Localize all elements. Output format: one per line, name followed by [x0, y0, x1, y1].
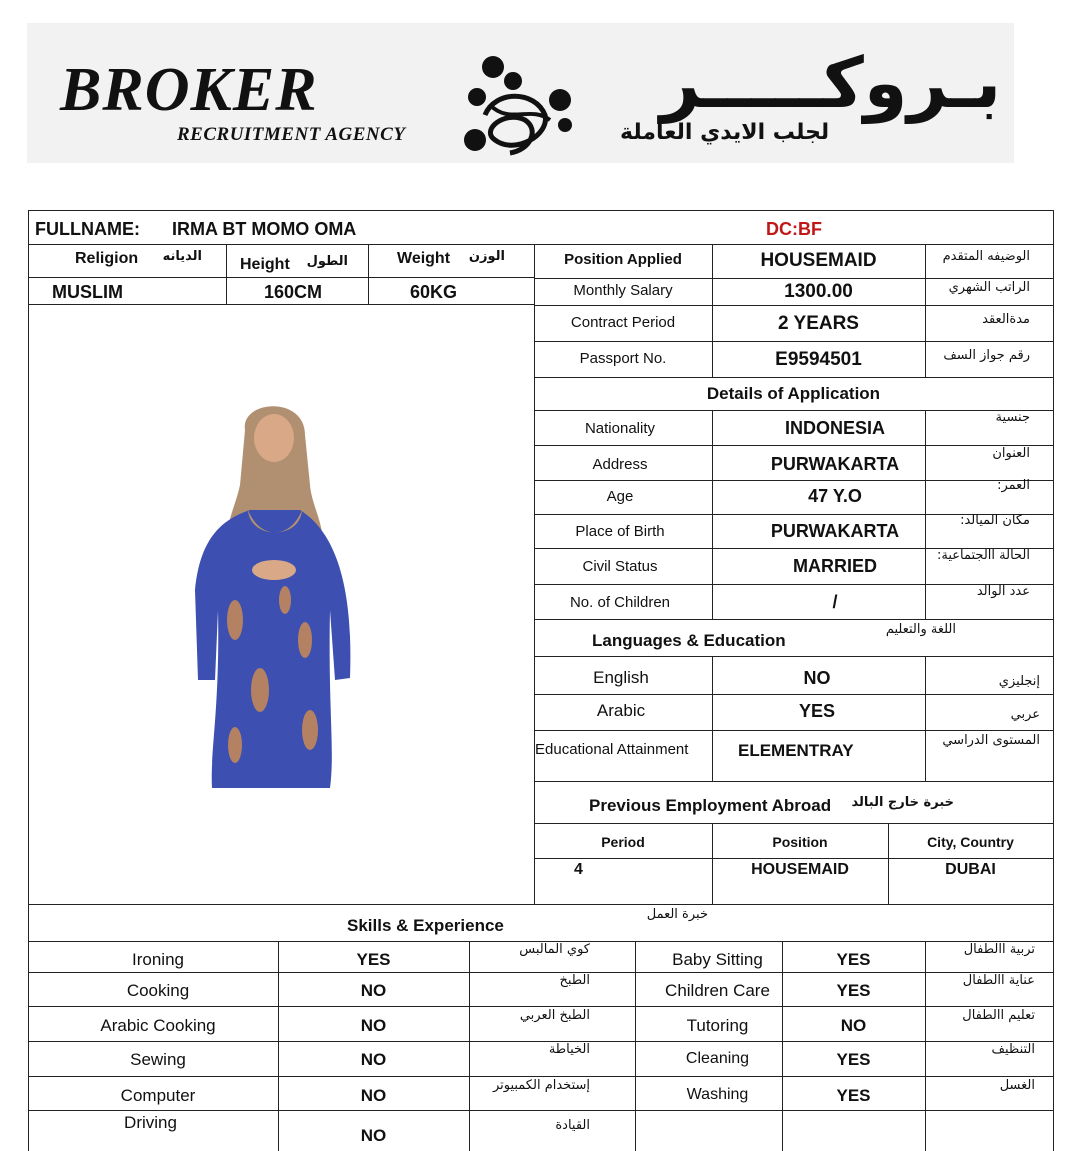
skill-label: Sewing: [130, 1050, 186, 1069]
position-row-value: 2 YEARS: [778, 313, 859, 334]
skill-label-ar: التنظيف: [991, 1042, 1035, 1057]
details-row-label-ar: العنوان: [992, 446, 1030, 461]
fullname-label: FULLNAME:: [35, 219, 140, 239]
skill-label: Ironing: [132, 950, 184, 969]
details-row-value: PURWAKARTA: [770, 521, 900, 541]
language-row-label-ar: المستوى الدراسي: [942, 733, 1040, 748]
skill-label: Arabic Cooking: [100, 1016, 216, 1035]
details-heading: Details of Application: [706, 384, 881, 403]
details-row-label-ar: الحالة االجتماعية:: [937, 548, 1030, 563]
details-row-value: PURWAKARTA: [770, 454, 900, 474]
religion-label: Religion: [75, 250, 139, 267]
details-row-label: Age: [606, 488, 634, 505]
position-row-label-ar: الوضيفه المتقدم: [942, 249, 1030, 264]
employment-heading-ar: خبرة خارج البالد: [851, 795, 954, 810]
details-row-value: MARRIED: [793, 556, 877, 576]
table-rule: [925, 410, 926, 619]
weight-label: Weight: [397, 250, 451, 267]
details-row-label: Address: [592, 456, 648, 473]
table-rule: [28, 304, 534, 305]
skills-heading: Skills & Experience: [347, 916, 504, 935]
height-value: 160CM: [264, 282, 323, 302]
language-row-value: ELEMENTRAY: [738, 741, 854, 760]
position-row-label-ar: مدةالعقد: [982, 312, 1030, 327]
skill-value: YES: [836, 1050, 871, 1069]
table-rule: [28, 210, 29, 1151]
position-row-label: Contract Period: [570, 314, 676, 331]
employment-period: 4: [574, 861, 583, 878]
skill-label-ar: الخياطة: [548, 1042, 590, 1057]
table-rule: [278, 941, 279, 1151]
skill-label: Washing: [686, 1086, 749, 1103]
skill-label: Driving: [124, 1113, 177, 1132]
table-rule: [28, 1076, 1054, 1077]
skill-label-ar: تربية االطفال: [963, 942, 1035, 957]
skill-value: NO: [360, 981, 387, 1000]
dc-code: DC:BF: [766, 219, 822, 239]
language-row-label: English: [593, 668, 649, 687]
language-row-label: Arabic: [596, 701, 646, 720]
skill-value: NO: [360, 1016, 387, 1035]
position-row-label-ar: رقم جواز السف: [943, 348, 1030, 363]
position-row-label: Position Applied: [564, 251, 682, 268]
skill-label: Baby Sitting: [672, 950, 763, 969]
table-rule: [534, 781, 1053, 782]
employment-heading: Previous Employment Abroad: [589, 796, 832, 815]
details-row-label-ar: جنسية: [995, 410, 1030, 425]
table-rule: [1053, 210, 1054, 1151]
skill-value: YES: [836, 1086, 871, 1105]
language-row-label-ar: إنجليزي: [998, 674, 1040, 689]
fullname-value: IRMA BT MOMO OMA: [172, 219, 357, 239]
table-rule: [925, 941, 926, 1151]
table-rule: [534, 341, 1053, 342]
applicant-photo: [190, 390, 355, 790]
table-rule: [534, 823, 1053, 824]
languages-heading-ar: اللغة والتعليم: [885, 622, 956, 637]
brand-name-en: BROKER: [60, 56, 318, 124]
table-rule: [28, 904, 1054, 905]
brand-tagline-ar: لجلب الايدي العاملة: [620, 120, 830, 145]
position-row-value: HOUSEMAID: [760, 250, 877, 271]
table-rule: [28, 1006, 1054, 1007]
table-rule: [28, 244, 1054, 245]
weight-label-ar: الوزن: [468, 249, 505, 264]
agency-logo-icon: [455, 45, 585, 165]
skill-label-ar: إستخدام الكمبيوتر: [492, 1078, 590, 1093]
skill-label: Tutoring: [686, 1016, 749, 1035]
table-rule: [28, 210, 1054, 211]
skill-label: Computer: [120, 1086, 196, 1105]
table-rule: [534, 377, 1053, 378]
table-rule: [534, 305, 1053, 306]
skill-value: YES: [356, 950, 391, 969]
language-row-label: Educational Attainment: [535, 741, 689, 758]
skill-label-ar: عناية االطفال: [962, 973, 1035, 988]
skill-value: NO: [360, 1126, 387, 1145]
skill-label-ar: الغسل: [999, 1078, 1035, 1093]
employment-col-period: Period: [601, 834, 645, 850]
skill-label: Cleaning: [685, 1050, 750, 1067]
position-row-label-ar: الراتب الشهري: [948, 280, 1030, 295]
details-row-label: No. of Children: [569, 594, 671, 611]
position-row-label: Passport No.: [579, 350, 667, 367]
skill-label-ar: تعليم االطفال: [962, 1008, 1035, 1023]
table-rule: [469, 941, 470, 1151]
height-label-ar: الطول: [306, 254, 348, 269]
skill-value: NO: [360, 1086, 387, 1105]
table-rule: [28, 1110, 1054, 1111]
language-row-label-ar: عربي: [1010, 707, 1040, 722]
skill-value: YES: [836, 950, 871, 969]
details-row-label: Place of Birth: [575, 523, 665, 540]
brand-name-ar: بـروكـــــر: [660, 42, 1002, 124]
details-row-label-ar: مكان الميالد:: [960, 513, 1030, 528]
language-row-value: YES: [798, 701, 836, 721]
skill-label-ar: الطبخ: [559, 973, 590, 988]
skill-label: Children Care: [665, 981, 770, 1000]
table-rule: [534, 278, 1053, 279]
table-rule: [712, 410, 713, 619]
skill-value: YES: [836, 981, 871, 1000]
details-row-value: /: [832, 592, 838, 612]
skill-value: NO: [360, 1050, 387, 1069]
table-rule: [782, 941, 783, 1151]
table-rule: [925, 656, 926, 781]
position-row-value: 1300.00: [784, 281, 853, 302]
employment-city: DUBAI: [945, 861, 996, 878]
table-rule: [534, 730, 1053, 731]
details-row-label-ar: عدد الوالد: [976, 584, 1030, 599]
table-rule: [28, 277, 534, 278]
skill-label-ar: القيادة: [555, 1118, 590, 1133]
skill-label-ar: كوي المالبس: [519, 942, 590, 957]
brand-tagline-en: RECRUITMENT AGENCY: [177, 124, 406, 145]
skill-value: NO: [840, 1016, 867, 1035]
table-rule: [635, 941, 636, 1151]
employment-col-city: City, Country: [927, 834, 1014, 850]
table-rule: [534, 858, 1053, 859]
skill-label: Cooking: [126, 981, 190, 1000]
table-rule: [368, 244, 369, 304]
position-row-label: Monthly Salary: [573, 282, 673, 299]
skill-label-ar: الطبخ العربي: [519, 1008, 590, 1023]
table-rule: [226, 244, 227, 304]
height-label: Height: [240, 256, 290, 273]
details-row-label-ar: العمر:: [997, 478, 1030, 493]
weight-value: 60KG: [410, 282, 458, 302]
languages-heading: Languages & Education: [592, 631, 786, 650]
table-rule: [925, 244, 926, 377]
employment-position: HOUSEMAID: [751, 861, 849, 878]
details-row-value: INDONESIA: [784, 418, 885, 438]
employment-col-position: Position: [772, 834, 828, 850]
table-rule: [534, 619, 1053, 620]
skills-heading-ar: خبرة العمل: [646, 907, 708, 922]
religion-value: MUSLIM: [52, 282, 123, 302]
language-row-value: NO: [803, 668, 831, 688]
details-row-label: Nationality: [584, 420, 656, 437]
table-rule: [534, 656, 1053, 657]
table-rule: [534, 694, 1053, 695]
details-row-label: Civil Status: [582, 558, 658, 575]
details-row-value: 47 Y.O: [808, 486, 862, 506]
position-row-value: E9594501: [775, 349, 862, 370]
religion-label-ar: الديانه: [162, 249, 202, 264]
